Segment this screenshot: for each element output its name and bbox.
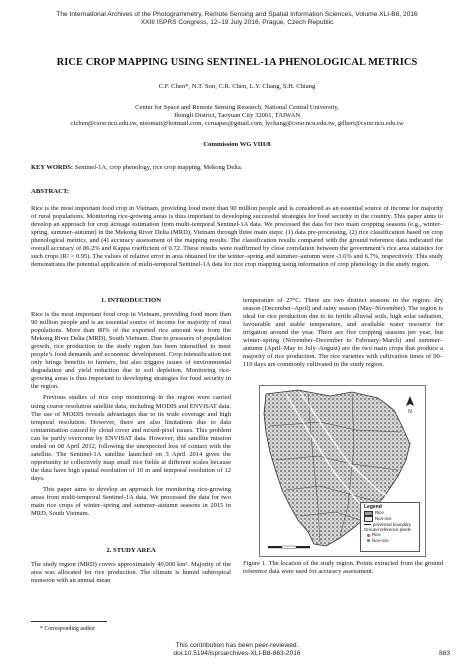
intro-paragraph-2: Previous studies of rice crop monitoring in the region were carried using coarse resolution satellite data, including MODIS and ENVISAT data. The use of MODIS reveals advantages due to its wide coverage and high temporal resolution. However, there are also limitations due to data contamination caused by cloud cover and mixed-pixel issues. This problem can be partly overcome by ENVISAT data. However, this satellite mission ended on 08 April 2012, following the unexpected loss of contact with the satellite. The Sentinel-1A satellite launched on 3 April 2014 gives the opportunity to collectively map small rice fields at different scales because the data have high spatial resolution of 10 m and temporal resolution of 12 days. <box>31 394 231 482</box>
footnote-rule <box>31 621 107 622</box>
abstract-text: Rice is the most important food crop in Vietnam, providing food more than 90 million people and is considered as an essential source of income for majority of rural populations. Monitoring rice-growing areas is thus important to developing successful strategies for food security in the country. This paper aims to develop an approach for crop acreage estimation from multi-temporal Sentinel-1A data. We processed the data for two main cropping seasons (e.g., winter–spring, summer–autumn) in the Mekong River Delta (MRD), Vietnam through three main steps: (1) data pre-processing, (2) rice classification based on crop phenological metrics, and (4) accuracy assessment of the mapping results. The classification results compared with the ground reference data indicated the overall accuracy of 86.2% and Kappa coefficient of 0.72. These results were reaffirmed by close correlation between the government’s rice area statistics for such crops (R² > 0.95). The values of relative error in area obtained for the winter–spring and summer–autumn were -3.6% and 6.7%, respectively. This study demonstrates the potential application of multi-temporal Sentinel-1A data for rice crop mapping using information of crop phenology in the study region. <box>31 205 443 269</box>
svg-text:N: N <box>408 409 412 415</box>
legend-title: Legend <box>364 504 382 510</box>
author-emails: cfchen@csrsr.ncu.edu.tw, ntsomait@hotmail.com, ccruapes@gmail.com, lychang@csrsr.ncu.edu.tw, gilbert@csrsr.ncu.edu.tw <box>70 120 404 128</box>
rice-point-swatch <box>367 534 370 537</box>
introduction-body <box>31 311 231 518</box>
legend-label-boundary: provincial boundary <box>373 521 412 527</box>
footnote: * Corresponding author <box>40 626 96 632</box>
commission: Commission WG VIII/8 <box>203 141 271 148</box>
non-rice-point-swatch <box>367 539 370 542</box>
intro-paragraph-1: Rice is the most important food crop in Vietnam, providing food more than 90 million people and is an essential source of income for majority of rural populations. More than 80% of the exported rice amount was from the Mekong River Delta (MRD), South Vietnam. Due to pressures of population growth, rice production in the study region has been intensified to meet people’s food demands and economic development. Crop intensification not only brings benefits to farmers, but also triggers issues of environmental degradation and yield reduction due to soil depletion. Monitoring rice-growing areas is thus important to developing strategies for food security in the region. <box>31 311 231 391</box>
boundary-line-swatch <box>364 524 371 525</box>
journal-header <box>20 11 454 28</box>
figure-caption: Figure 1. The location of the study region. Points extracted from the ground reference data were used for accuracy assessment. <box>243 560 443 576</box>
keywords-text: Sentinel-1A, crop phenology, rice crop mapping, Mekong Delta. <box>74 164 243 171</box>
legend-label-rice: Rice <box>375 510 384 516</box>
doi: doi:10.5194/isprsarchives-XLI-B8-863-2016 <box>173 650 301 658</box>
keywords <box>31 164 443 172</box>
affiliation-line1: Center for Space and Remote Sensing Research, National Central University, <box>135 104 339 111</box>
legend-label-non-rice-point: Non-rice <box>372 537 389 543</box>
north-arrow-icon <box>406 396 414 415</box>
study-area-paragraph-2: temperature of 27°C. There are two distinct seasons in the region: dry season (December–April) and rainy season (May–November). The region is ideal for rice production due to its fertile alluvial soils, high solar radiation, favourable and stable temperature, and available water resource for irrigation around the year. There are five cropping seasons per year, but winter–spring (November–December to February–March) and summer–autumn (April–May to July–August) are the two main crops that produce a majority of rice production. The rice varieties with cultivation times of 90–110 days are commonly cultivated in the study region. <box>243 297 443 369</box>
legend-label-ground-reference: Ground reference pixels <box>364 527 411 532</box>
study-area-heading: 2. STUDY AREA <box>106 547 156 554</box>
map-legend <box>360 502 420 552</box>
page-number: 863 <box>438 650 450 657</box>
affiliation <box>20 104 454 129</box>
affiliation-line2: Jhongli District, Taoyuan City 32001, TAIWAN <box>173 112 301 120</box>
page-footer <box>20 642 454 659</box>
legend-label-rice-point: Rice <box>372 532 381 538</box>
journal-header-line2: XXIII ISPRS Congress, 12–19 July 2016, Prague, Czech Republic <box>140 19 334 27</box>
introduction-heading: 1. INTRODUCTION <box>100 297 162 304</box>
non-rice-swatch <box>364 516 373 522</box>
scale-bar <box>268 546 310 548</box>
journal-header-line1: The International Archives of the Photogrammetry, Remote Sensing and Spatial Information Sciences, Volume XLI-B8, 2016 <box>56 11 418 18</box>
authors: C.F. Chen*, N.T. Son, C.R. Chen, L.Y. Chang, S.H. Chiang <box>158 83 316 90</box>
intro-paragraph-3: This paper aims to develop an approach for monitoring rice-growing areas from multi-temporal Sentinel-1A data. We processed the data for two main rice crops of winter–spring and summer–autumn seasons in 2015 in MRD, South Vietnam. <box>31 485 231 518</box>
legend-item-non-rice-point <box>364 538 416 543</box>
abstract-heading: ABSTRACT: <box>31 188 70 195</box>
keywords-label: KEY WORDS: <box>31 164 74 171</box>
legend-label-non-rice: Non-rice <box>375 516 392 521</box>
peer-review-note: This contribution has been peer-reviewed. <box>175 642 299 649</box>
paper-title: RICE CROP MAPPING USING SENTINEL-1A PHENOLOGICAL METRICS <box>56 57 418 68</box>
study-area-paragraph-1: The study region (MRD) covers approximately 40,000 km². Majority of the area was allocated for rice production. The climate is humid subtropical monsoon with an annual mean <box>31 561 231 585</box>
